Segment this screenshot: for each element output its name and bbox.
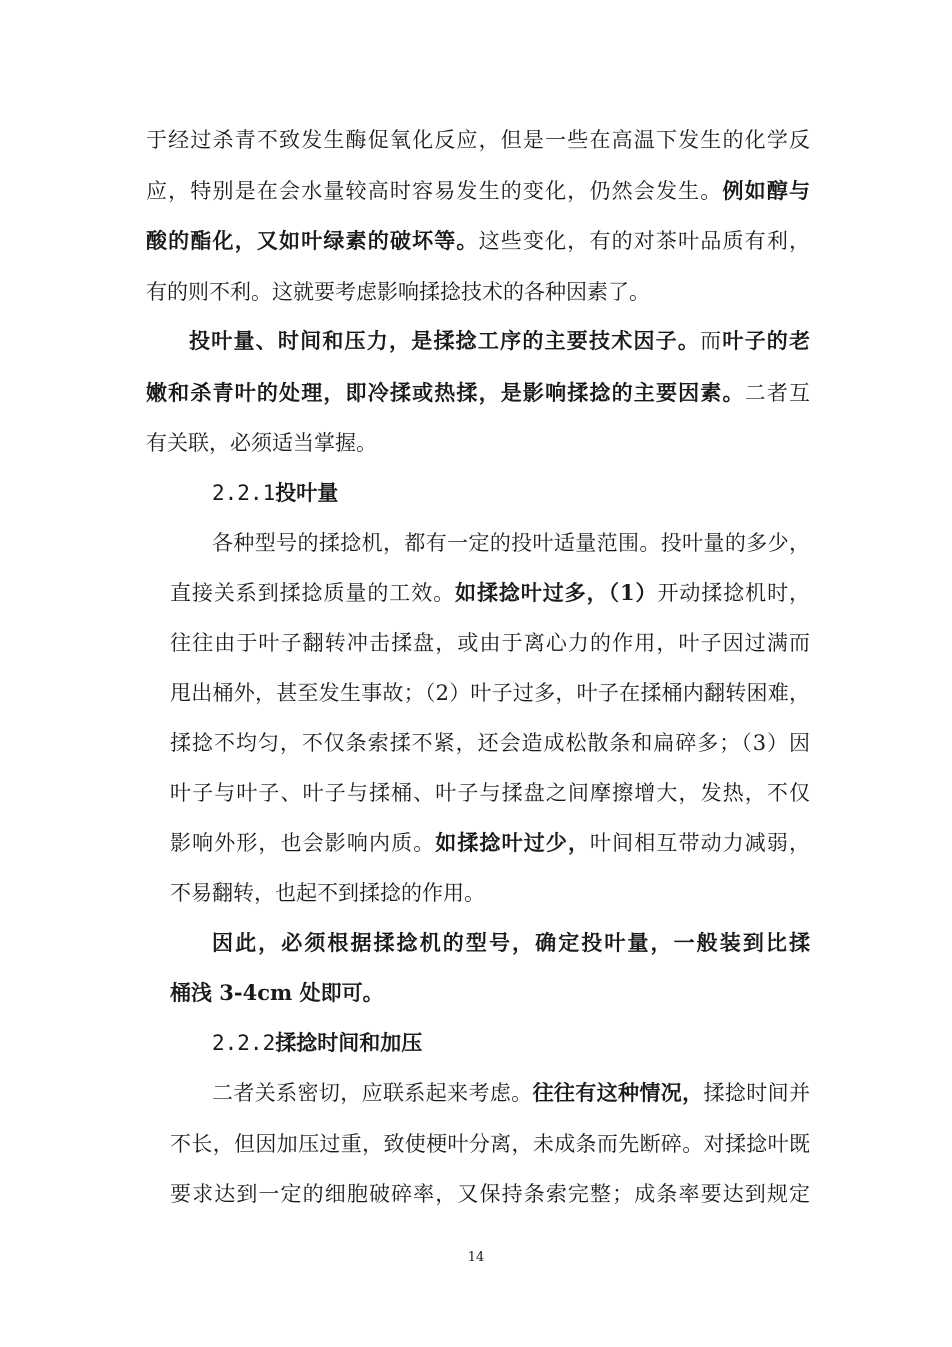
section-number: 2.2.2	[212, 1031, 276, 1055]
text-line: 不易翻转，也起不到揉捻的作用。	[170, 881, 485, 905]
text-line: 不长，但因加压过重，致使梗叶分离，未成条而先断碎。对揉捻叶既	[170, 1132, 810, 1156]
text-line	[146, 228, 810, 254]
text-line: 甩出桶外，甚至发生事故；（2）叶子过多，叶子在揉桶内翻转困难，	[170, 681, 810, 705]
page-number: 14	[467, 1250, 485, 1265]
bold-text-run: 往往有这种情况，	[532, 1080, 704, 1105]
text-run: 开动揉捻机时，	[657, 581, 810, 605]
text-run: 应，特别是在会水量较高时容易发生的变化，仍然会发生。	[146, 179, 723, 203]
text-line: 要求达到一定的细胞破碎率，又保持条索完整；成条率要达到规定	[170, 1182, 810, 1206]
text-line: 于经过杀青不致发生酶促氧化反应，但是一些在高温下发生的化学反	[146, 128, 810, 152]
section-number: 2.2.1	[212, 481, 276, 505]
text-line	[212, 1080, 810, 1106]
text-run: 这些变化，有的对茶叶品质有利，	[478, 229, 811, 253]
bold-text-run: 叶子的老	[722, 328, 811, 353]
text-line: 桶浅 3-4cm 处即可。	[170, 980, 384, 1005]
bold-text-run: 嫩和杀青叶的处理，即冷揉或热揉，是影响揉捻的主要因素。	[146, 380, 745, 405]
text-line	[146, 178, 810, 204]
text-run: 影响外形，也会影响内质。	[170, 831, 436, 855]
text-run: 而	[700, 329, 723, 353]
text-run: 叶间相互带动力减弱，	[590, 831, 811, 855]
text-line: 揉捻不均匀，不仅条索揉不紧，还会造成松散条和扁碎多；（3）因	[170, 731, 810, 755]
bold-text-run: 投叶量、时间和压力，是揉捻工序的主要技术因子。	[189, 328, 701, 353]
text-run: 二者关系密切，应联系起来考虑。	[212, 1081, 533, 1105]
text-line	[170, 830, 810, 856]
text-line: 有关联，必须适当掌握。	[146, 431, 377, 455]
section-heading-2-2-2	[212, 1030, 422, 1056]
bold-text-run: 如揉捻叶过多，（1）	[455, 580, 658, 605]
text-line: 因此，必须根据揉捻机的型号，确定投叶量，一般装到比揉	[212, 930, 810, 955]
text-run: 揉捻时间并	[703, 1081, 811, 1105]
text-line	[170, 580, 810, 606]
section-title: 揉捻时间和加压	[275, 1030, 423, 1055]
bold-text-run: 如揉捻叶过少，	[435, 830, 591, 855]
bold-text-run: 酸的酯化，又如叶绿素的破坏等。	[146, 228, 479, 253]
text-run: 二者互	[744, 381, 811, 405]
text-run: 直接关系到揉捻质量的工效。	[170, 581, 456, 605]
text-line: 往往由于叶子翻转冲击揉盘，或由于离心力的作用，叶子因过满而	[170, 631, 810, 655]
text-line: 各种型号的揉捻机，都有一定的投叶适量范围。投叶量的多少，	[212, 531, 810, 555]
section-title: 投叶量	[275, 480, 339, 505]
section-heading-2-2-1	[212, 480, 338, 506]
bold-text-run: 例如醇与	[722, 178, 811, 203]
text-line: 叶子与叶子、叶子与揉桶、叶子与揉盘之间摩擦增大，发热，不仅	[170, 781, 810, 805]
text-line: 有的则不利。这就要考虑影响揉捻技术的各种因素了。	[146, 280, 650, 304]
text-line	[146, 380, 810, 406]
text-line	[189, 328, 810, 354]
